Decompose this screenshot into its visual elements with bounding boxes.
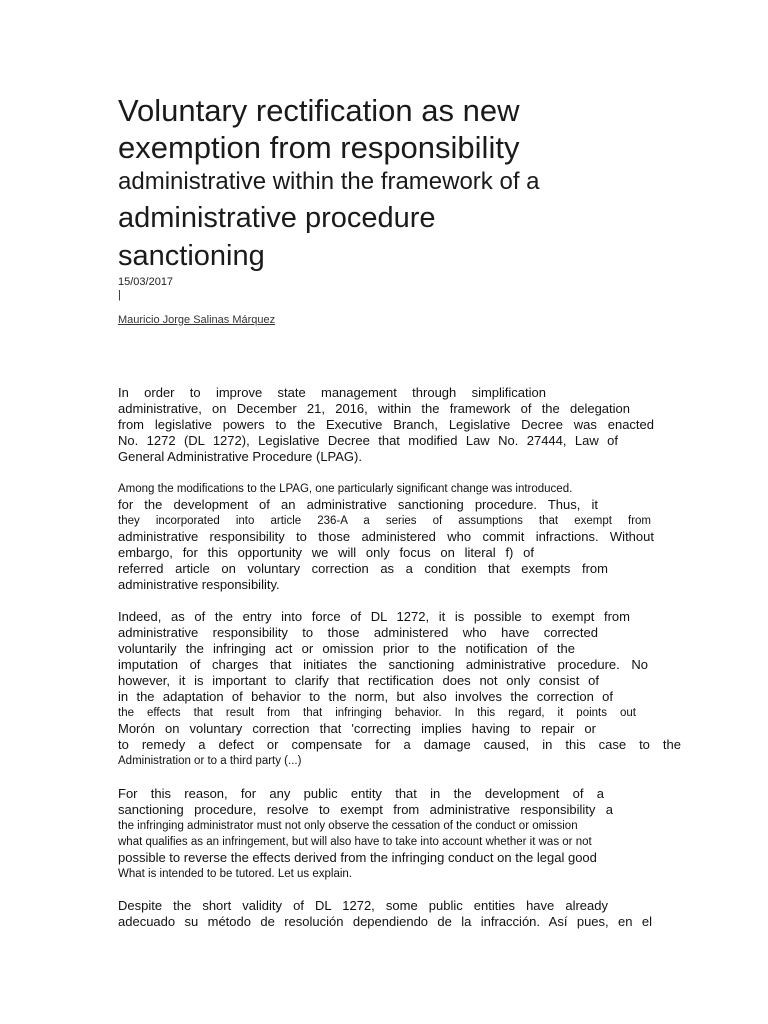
paragraph-line: In order to improve state management through simplification	[118, 385, 546, 400]
paragraph-line: they incorporated into article 236-A a series of assumptions that exempt from	[118, 515, 651, 527]
paragraph-line: the effects that result from that infringing behavior. In this regard, it points out	[118, 707, 636, 719]
paragraph-line: what qualifies as an infringement, but will also have to take into account whether it was or not	[118, 836, 592, 848]
author-link[interactable]: Mauricio Jorge Salinas Márquez	[118, 314, 276, 326]
paragraph-line: voluntarily the infringing act or omission prior to the notification of the	[118, 641, 575, 656]
paragraph-line: administrative responsibility.	[118, 577, 280, 592]
article-title	[118, 92, 684, 274]
meta-separator: |	[118, 289, 121, 301]
publish-date: 15/03/2017	[118, 276, 174, 288]
paragraph-line: What is intended to be tutored. Let us explain.	[118, 868, 352, 880]
paragraph-line: administrative, on December 21, 2016, within the framework of the delegation	[118, 401, 630, 416]
title-line: Voluntary rectification as new	[118, 93, 520, 128]
paragraph-line: in the adaptation of behavior to the norm, but also involves the correction of	[118, 689, 613, 704]
paragraph-line: sanctioning procedure, resolve to exempt from administrative responsibility a	[118, 802, 613, 817]
paragraph-line: from legislative powers to the Executive Branch, Legislative Decree was enacted	[118, 417, 654, 432]
paragraph-line: embargo, for this opportunity we will only focus on literal f) of	[118, 545, 534, 560]
paragraph-line: for the development of an administrative sanctioning procedure. Thus, it	[118, 497, 598, 512]
paragraph	[118, 609, 684, 769]
paragraph-line: administrative responsibility to those administered who commit infractions. Without	[118, 529, 654, 544]
paragraph-line: Despite the short validity of DL 1272, some public entities have already	[118, 898, 608, 913]
title-line: sanctioning	[118, 240, 265, 272]
paragraph-line: Indeed, as of the entry into force of DL 1272, it is possible to exempt from	[118, 609, 630, 624]
article-header	[118, 92, 684, 327]
paragraph-line: Morón on voluntary correction that 'correcting implies having to repair or	[118, 721, 596, 736]
paragraph-line: referred article on voluntary correction as a condition that exempts from	[118, 561, 608, 576]
paragraph-line: No. 1272 (DL 1272), Legislative Decree that modified Law No. 27444, Law of	[118, 433, 618, 448]
paragraph-line: the infringing administrator must not only observe the cessation of the conduct or omission	[118, 820, 578, 832]
title-line: administrative within the framework of a	[118, 168, 540, 195]
title-line: administrative procedure	[118, 202, 436, 234]
paragraph-line: imputation of charges that initiates the sanctioning administrative procedure. No	[118, 657, 648, 672]
paragraph-line: however, it is important to clarify that rectification does not only consist of	[118, 673, 599, 688]
paragraph-line: adecuado su método de resolución dependiendo de la infracción. Así pues, en el	[118, 914, 652, 929]
paragraph-line: General Administrative Procedure (LPAG).	[118, 449, 362, 464]
paragraph-line: For this reason, for any public entity that in the development of a	[118, 786, 604, 801]
paragraph	[118, 481, 684, 593]
paragraph	[118, 385, 684, 465]
author-byline	[118, 314, 684, 327]
paragraph-line: Among the modifications to the LPAG, one particularly significant change was introduced.	[118, 483, 573, 495]
title-line: exemption from responsibility	[118, 130, 520, 165]
paragraph-line: to remedy a defect or compensate for a damage caused, in this case to the	[118, 737, 681, 752]
paragraph-line: Administration or to a third party (...)	[118, 755, 302, 767]
paragraph-line: possible to reverse the effects derived from the infringing conduct on the legal good	[118, 850, 597, 865]
paragraph	[118, 898, 684, 930]
paragraph-line: administrative responsibility to those administered who have corrected	[118, 625, 598, 640]
paragraph	[118, 786, 684, 882]
